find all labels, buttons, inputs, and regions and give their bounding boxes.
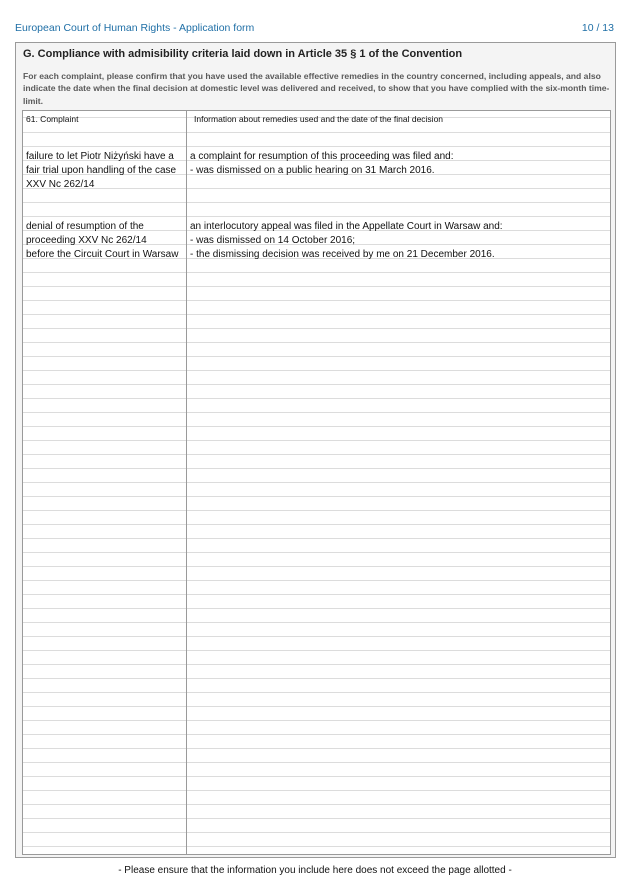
remedies-column-header: Information about remedies used and the date of the final decision xyxy=(194,114,444,124)
page-number: 10 / 13 xyxy=(581,22,614,34)
page-limit-note: - Please ensure that the information you include here does not exceed the page allotted - xyxy=(118,865,512,876)
section-instructions: For each complaint, please confirm that you have used the available effective remedies in the country concerned, including appeals, and also indicate the date when the final decision at domestic level was delivered and received, to show that you have complied with the six-month time-limit. xyxy=(23,71,610,106)
section-title: G. Compliance with admisibility criteria laid down in Article 35 § 1 of the Convention xyxy=(23,48,463,60)
section-g-panel xyxy=(15,42,616,858)
complaint-cell[interactable]: failure to let Piotr Niżyński have a fair trial upon handling of the case XXV Nc 262/14 xyxy=(26,151,177,190)
complaint-column-header: 61. Complaint xyxy=(26,114,79,124)
remedies-table[interactable] xyxy=(22,110,611,855)
complaint-cell[interactable]: denial of resumption of the proceeding XXV Nc 262/14 before the Circuit Court in Warsaw xyxy=(26,221,179,260)
column-divider xyxy=(186,111,187,854)
remedies-cell[interactable]: a complaint for resumption of this proceeding was filed and: - was dismissed on a public hearing on 31 March 2016. xyxy=(190,151,454,176)
form-title: European Court of Human Rights - Application form xyxy=(15,22,255,34)
remedies-cell[interactable]: an interlocutory appeal was filed in the Appellate Court in Warsaw and: - was dismissed on 14 October 2016; - the dismissing decision was received by me on 21 December 2016. xyxy=(190,221,503,260)
